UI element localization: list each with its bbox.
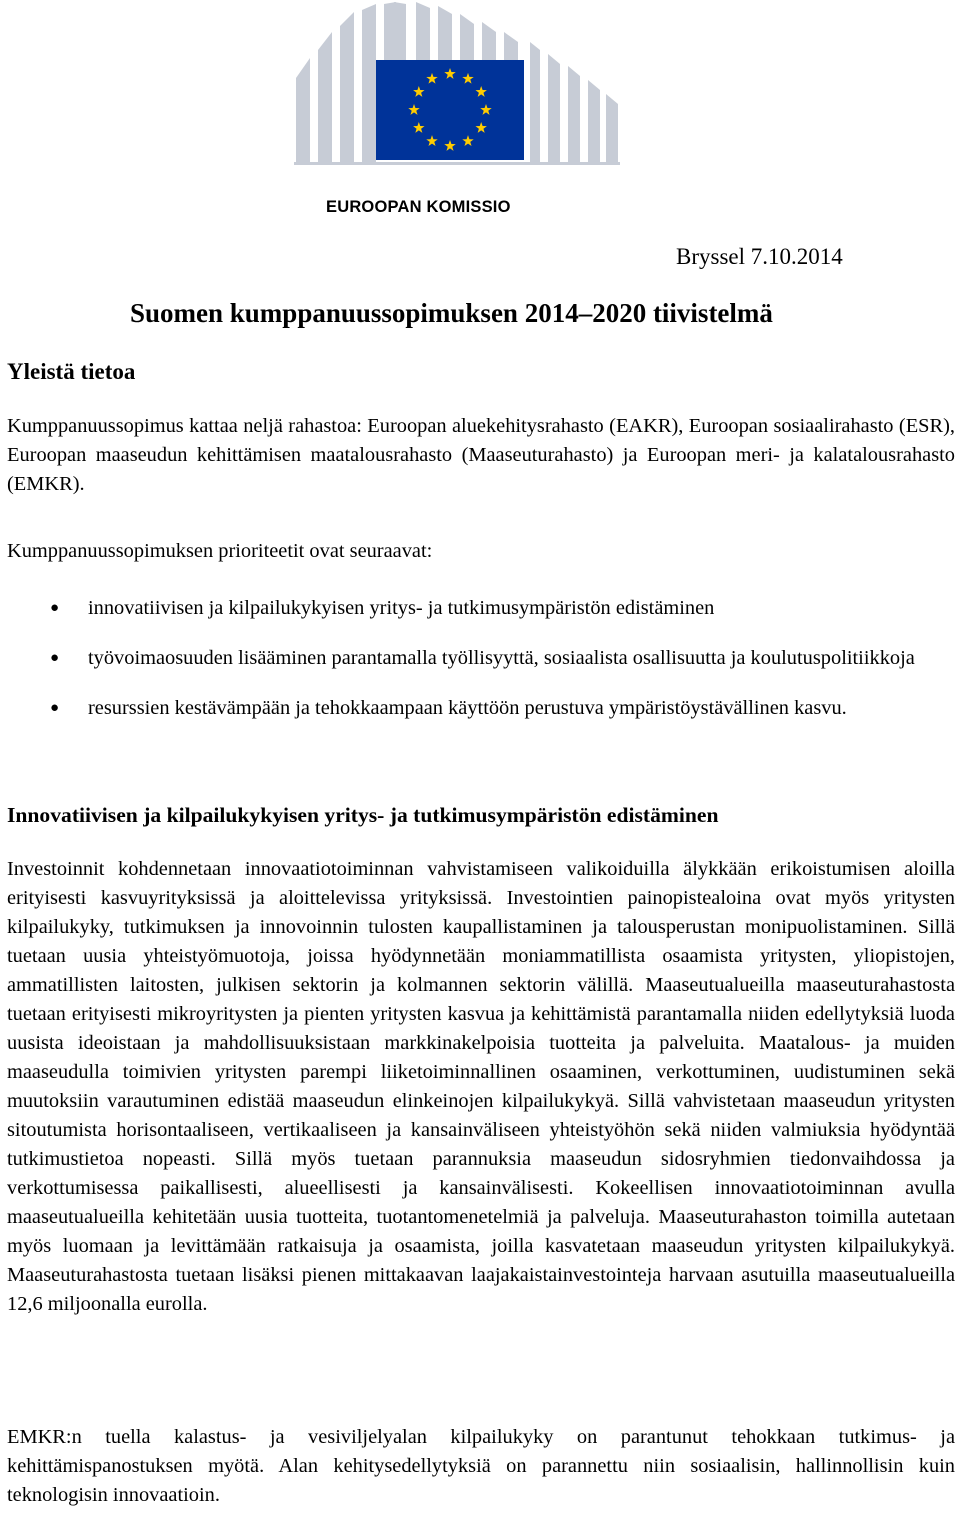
section-heading-innovation: Innovatiivisen ja kilpailukykyisen yritys- ja tutkimusympäristön edistäminen — [7, 803, 719, 827]
document-date: Bryssel 7.10.2014 — [676, 244, 843, 269]
fisheries-paragraph: EMKR:n tuella kalastus- ja vesiviljelyalan kilpailukyky on parantunut tehokkaan tutkimus- ja kehittämispanostuksen myötä. Alan kehitysedellytyksiä on parannettu niin sosiaalisin, hallinnollisin kuin teknologisin innovaatioin. — [7, 1426, 955, 1506]
european-commission-logo-icon — [292, 2, 624, 180]
bullet-icon: ● — [50, 700, 60, 716]
list-item-text: työvoimaosuuden lisääminen parantamalla työllisyyttä, sosiaalista osallisuutta ja koulutuspolitiikkoja — [88, 647, 915, 669]
bullet-icon: ● — [50, 600, 60, 616]
section-heading-general: Yleistä tietoa — [7, 359, 136, 384]
priorities-list — [0, 594, 955, 723]
list-item — [0, 694, 955, 723]
list-item-text: innovatiivisen ja kilpailukykyisen yritys- ja tutkimusympäristön edistäminen — [88, 597, 715, 619]
list-item — [0, 644, 955, 673]
innovation-paragraph: Investoinnit kohdennetaan innovaatiotoiminnan vahvistamiseen valikoiduilla älykkään erikoistumisen aloilla erityisesti kasvuyrityksissä ja aloittelevissa yrityksissä. Investointien painopistealoina ovat myös yritysten kilpailukyky, tutkimuksen ja innovoinnin tulosten kaupallistaminen ja talousperustan monipuolistaminen. Sillä tuetaan uusia yhteistyömuotoja, joissa hyödynnetään moniammatillista osaamista yritysten, yliopistojen, ammatillisten laitosten, julkisen sektorin ja kolmannen sektorin välillä. Maaseutualueilla maaseuturahastosta tuetaan erityisesti mikroyritysten ja pienten yritysten kasvua ja kehittämistä parantamalla niiden edellytyksiä luoda uusista ideoistaan ja mahdollisuuksistaan markkinakelpoisia tuotteita ja palveluita. Maatalous- ja muiden maaseudulla toimivien yritysten parempi liiketoiminnallinen osaaminen, verkottuminen, uudistuminen sekä muutoksiin varautuminen edistää maaseudun elinkeinojen kilpailukykyä. Sillä vahvistetaan maaseudun yritysten sitoutumista horisontaaliseen, vertikaaliseen ja kansainväliseen yhteistyöhön sekä niiden valmiuksia hyödyntää tutkimustietoa nopeasti. Sillä myös tuetaan parannuksia maaseudun sidosryhmien tiedonvaihdossa ja verkottumisessa paikallisesti, alueellisesti ja kansainvälisesti. Kokeellisen innovaatiotoiminnan avulla maaseutualueilla kehitetään uusia tuotteita, tuotantomenetelmiä ja palveluja. Maaseuturahaston toimilla autetaan myös luomaan ja levittämään ratkaisuja ja osaamista, joilla kasvatetaan maaseudun yritysten kilpailukykyä. Maaseuturahastosta tuetaan lisäksi pienen mittakaavan laajakaistainvestointeja harvaan asutuilla maaseutualueilla 12,6 miljoonalla eurolla. — [7, 858, 955, 1315]
list-item — [0, 594, 955, 623]
organization-name: EUROOPAN KOMISSIO — [326, 198, 511, 216]
funds-paragraph: Kumppanuussopimus kattaa neljä rahastoa: Euroopan aluekehitysrahasto (EAKR), Euroopan sosiaalirahasto (ESR), Euroopan maaseudun kehittämisen maatalousrahasto (Maaseuturahasto) ja Euroopan meri- ja kalatalousrahasto (EMKR). — [7, 415, 955, 495]
document-title: Suomen kumppanuussopimuksen 2014–2020 tiivistelmä — [130, 298, 773, 328]
priorities-intro: Kumppanuussopimuksen prioriteetit ovat seuraavat: — [7, 540, 433, 562]
list-item-text: resurssien kestävämpään ja tehokkaampaan käyttöön perustuva ympäristöystävällinen kasvu. — [88, 697, 847, 719]
bullet-icon: ● — [50, 650, 60, 666]
